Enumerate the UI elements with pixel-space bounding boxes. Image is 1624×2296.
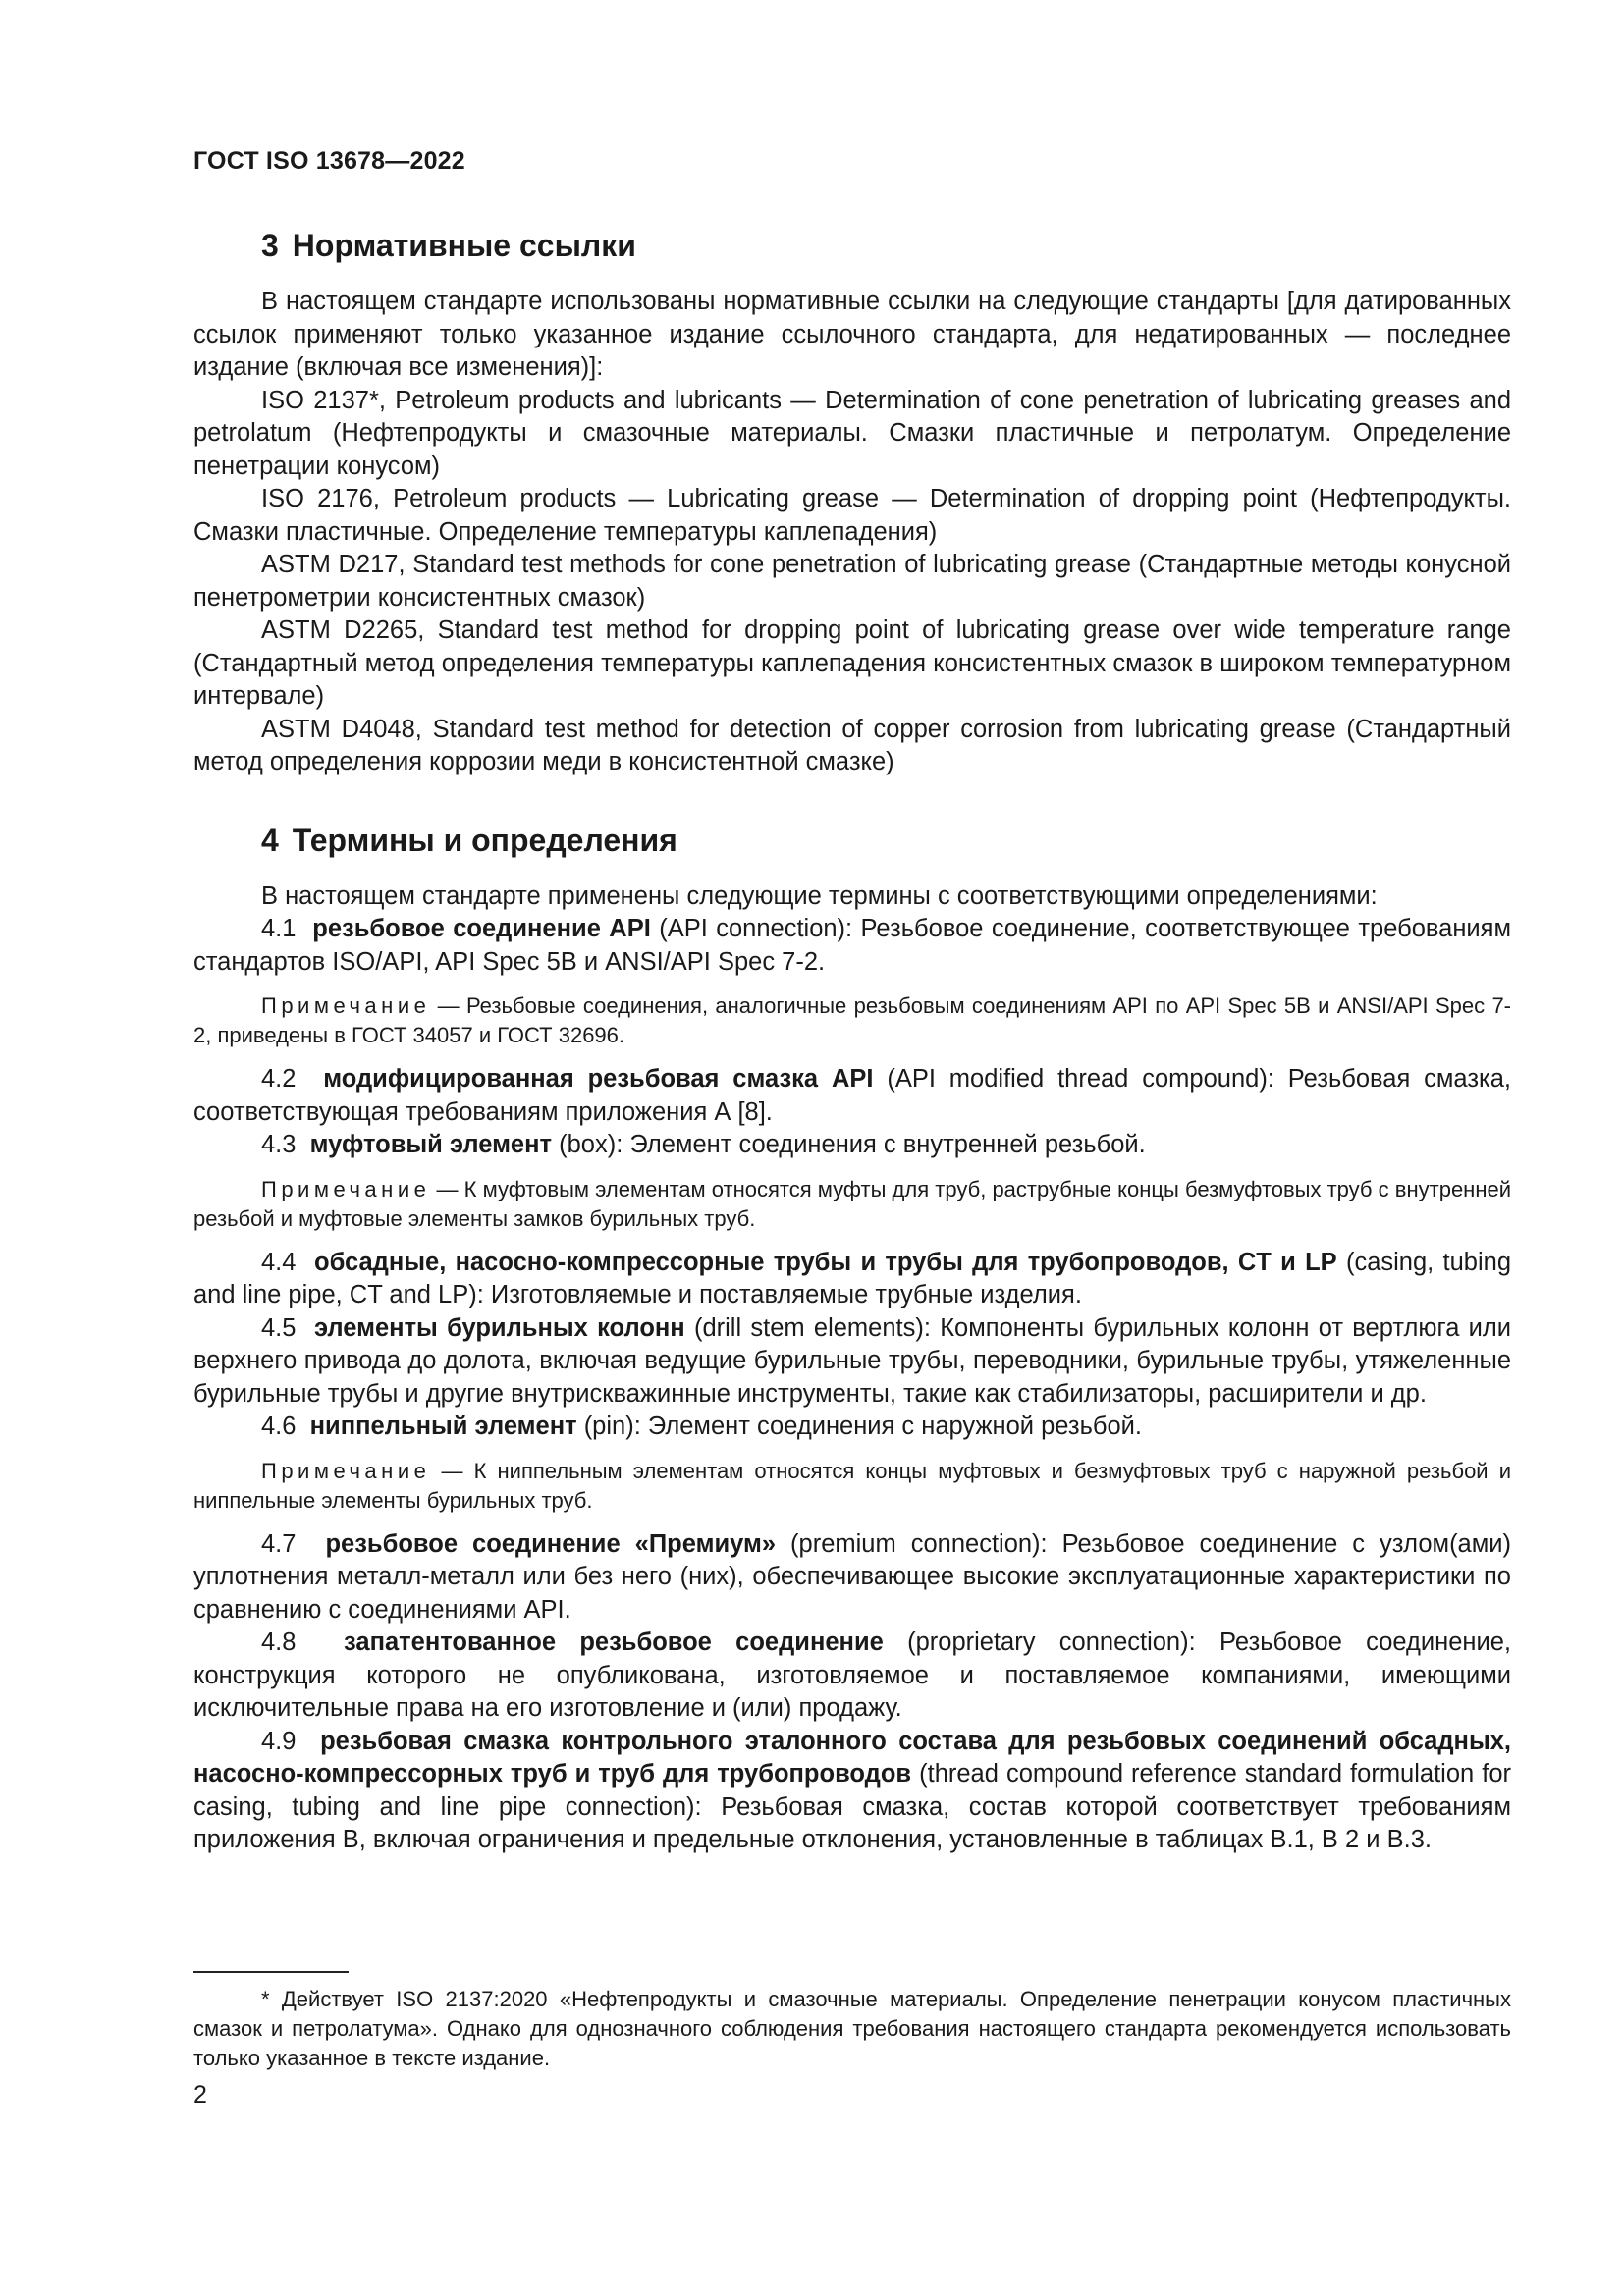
- term-name: элементы бурильных колонн: [313, 1313, 685, 1342]
- section-title: Термины и определения: [292, 822, 677, 858]
- term-number: 4.1: [261, 915, 297, 942]
- term-number: 4.2: [261, 1065, 297, 1093]
- term-name: резьбовое соединение API: [312, 915, 651, 942]
- term-name: обсадные, насосно-компрессорные трубы и трубы для трубопроводов, CT и LP: [314, 1248, 1337, 1276]
- term-4-1: [193, 913, 1511, 979]
- note-text: — К муфтовым элементам относятся муфты для труб, раструбные концы безмуфтовых труб с внутренней резьбой и муфтовые элементы замков бурильных труб.: [193, 1176, 1511, 1231]
- term-name: ниппельный элемент: [309, 1413, 577, 1440]
- reference-item: ISO 2137*, Petroleum products and lubricants — Determination of cone penetration of lubricating greases and petrolatum (Нефтепродукты и смазочные материалы. Смазки пластичные и петролатум. Определение пенетрации конусом): [193, 386, 1511, 480]
- term-4-6: [193, 1411, 1511, 1444]
- term-definition: (casing, tubing and line pipe, CT and LP): Изготовляемые и поставляемые трубные изделия.: [193, 1248, 1512, 1308]
- term-number: 4.5: [261, 1313, 297, 1342]
- term-number: 4.8: [261, 1629, 297, 1656]
- term-definition: (drill stem elements): Компоненты бурильных колонн от вертлюга или верхнего привода до долота, включая ведущие бурильные трубы, переводники, бурильные трубы, утяжеленные бурильные трубы и другие внутрискважинные инструменты, такие как стабилизаторы, расширители и др.: [193, 1313, 1511, 1408]
- term-name: резьбовая смазка контрольного эталонного состава для резьбовых соединений обсадных, насосно-компрессорных труб и труб для трубопроводов: [193, 1727, 1511, 1788]
- term-name: запатентованное резьбовое соединение: [344, 1629, 884, 1656]
- note-text: — Резьбовые соединения, аналогичные резьбовым соединениям API по API Spec 5B и ANSI/API Spec 7-2, приведены в ГОСТ 34057 и ГОСТ 32696.: [193, 993, 1511, 1047]
- term-name: муфтовый элемент: [309, 1131, 553, 1158]
- term-4-4: [193, 1247, 1511, 1312]
- term-number: 4.3: [261, 1131, 297, 1158]
- section-title: Нормативные ссылки: [292, 228, 636, 263]
- term-number: 4.6: [261, 1413, 297, 1440]
- section-4-heading: [261, 821, 1511, 860]
- section-number: 3: [261, 228, 279, 263]
- note-text: — К ниппельным элементам относятся концы муфтовых и безмуфтовых труб с наружной резьбой и ниппельные элементы бурильных труб.: [193, 1458, 1511, 1513]
- note-label: Примечание: [261, 1176, 431, 1201]
- term-number: 4.7: [261, 1529, 297, 1558]
- note-label: Примечание: [261, 993, 431, 1018]
- page-content: [193, 226, 1511, 1857]
- reference-item: ASTM D4048, Standard test method for detection of copper corrosion from lubricating grease (Стандартный метод определения коррозии меди в консистентной смазке): [193, 715, 1511, 775]
- section-3-heading: [261, 226, 1511, 265]
- term-4-3: [193, 1129, 1511, 1162]
- term-4-9: [193, 1726, 1511, 1857]
- note-3: [193, 1457, 1511, 1516]
- term-definition: (premium connection): Резьбовое соединение с узлом(ами) уплотнения металл-металл или без него (них), обеспечивающее высокие эксплуатационные характеристики по сравнению с соединениями API.: [193, 1529, 1512, 1624]
- term-number: 4.4: [261, 1248, 297, 1276]
- term-number: 4.9: [261, 1727, 297, 1755]
- reference-item: ISO 2176, Petroleum products — Lubricating grease — Determination of dropping point (Нефтепродукты. Смазки пластичные. Определение температуры каплепадения): [193, 485, 1511, 546]
- term-definition: (box): Элемент соединения с внутренней резьбой.: [552, 1131, 1146, 1158]
- document-header: ГОСТ ISO 13678—2022: [193, 147, 465, 175]
- term-definition: (API connection): Резьбовое соединение, соответствующее требованиям стандартов ISO/API, API Spec 5B и ANSI/API Spec 7-2.: [193, 915, 1512, 976]
- term-name: резьбовое соединение «Премиум»: [325, 1529, 777, 1558]
- section-4-intro: В настоящем стандарте применены следующие термины с соответствующими определениями:: [261, 881, 1378, 910]
- term-definition: (proprietary connection): Резьбовое соединение, конструкция которого не опубликована, изготовляемое и поставляемое компаниями, имеющими исключительные права на его изготовление и (или) продажу.: [193, 1629, 1511, 1722]
- term-name: модифицированная резьбовая смазка API: [323, 1065, 874, 1093]
- term-4-2: [193, 1063, 1511, 1129]
- footnote-divider: [193, 1971, 349, 1973]
- term-definition: (pin): Элемент соединения с наружной резьбой.: [576, 1413, 1143, 1440]
- term-definition: (API modified thread compound): Резьбовая смазка, соответствующая требованиям приложения А [8].: [193, 1065, 1512, 1126]
- note-label: Примечание: [261, 1458, 431, 1483]
- reference-item: ASTM D2265, Standard test method for dropping point of lubricating grease over wide temperature range (Стандартный метод определения температуры каплепадения консистентных смазок в широком температурном интервале): [193, 616, 1511, 710]
- term-4-7: [193, 1528, 1511, 1628]
- term-definition: (thread compound reference standard formulation for casing, tubing and line pipe connection): Резьбовая смазка, состав которой соответствует требованиям приложения В, включая ограничения и предельные отклонения, установленные в таблицах В.1, В 2 и В.3.: [193, 1760, 1511, 1853]
- footnote: * Действует ISO 2137:2020 «Нефтепродукты и смазочные материалы. Определение пенетрации конусом пластичных смазок и петролатума». Однако для однозначного соблюдения требования настоящего стандарта рекомендуется использовать только указанное в тексте издание.: [193, 1987, 1511, 2070]
- term-4-8: [193, 1627, 1511, 1726]
- note-1: [193, 991, 1511, 1050]
- note-2: [193, 1175, 1511, 1234]
- reference-item: ASTM D217, Standard test methods for cone penetration of lubricating grease (Стандартные методы конусной пенетрометрии консистентных смазок): [193, 551, 1511, 612]
- section-number: 4: [261, 822, 279, 858]
- term-4-5: [193, 1312, 1511, 1412]
- page-number: 2: [193, 2081, 207, 2109]
- section-3-intro: В настоящем стандарте использованы нормативные ссылки на следующие стандарты [для датированных ссылок применяют только указанное издание ссылочного стандарта, для недатированных — последнее издание (включая все изменения)]:: [193, 288, 1511, 381]
